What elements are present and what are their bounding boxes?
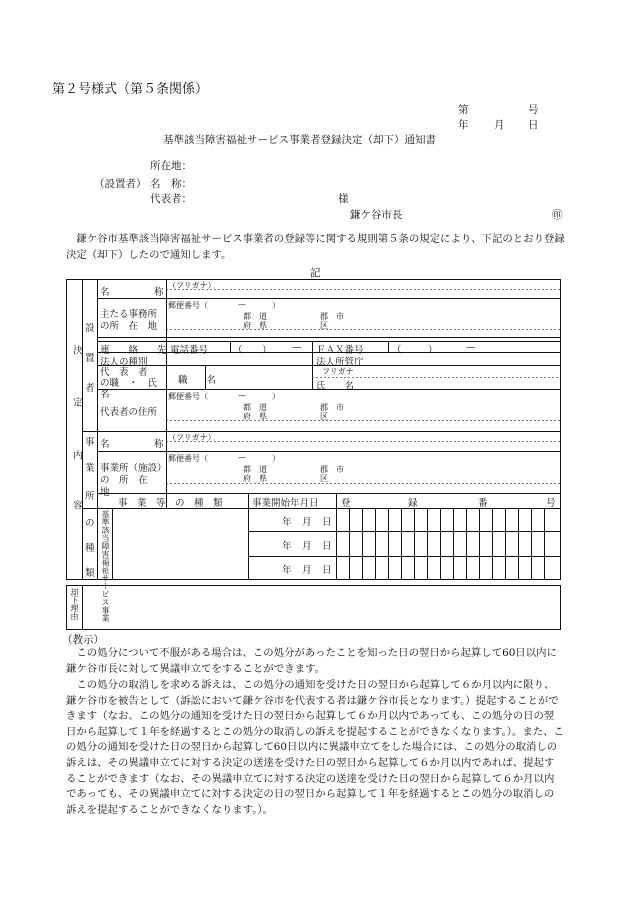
office-city-1: 郡 市: [320, 465, 344, 474]
office-furigana-label: （フリガナ）: [168, 433, 216, 442]
side-kind-3: 類: [85, 568, 95, 579]
pref-2: 府 県: [243, 321, 267, 330]
honorific: 様: [338, 193, 349, 205]
corp-kind-label: 法人の種別: [100, 357, 148, 368]
side-kind-1: の: [85, 518, 95, 529]
person-name-label: 氏 名: [316, 381, 355, 392]
office-pref-1: 都 道: [243, 465, 267, 474]
office-postal-dash: —: [238, 453, 246, 462]
fax-paren-close: ）: [428, 345, 438, 356]
furigana-label: （フリガナ）: [168, 281, 216, 290]
office-postal-label: 郵便番号（: [168, 454, 208, 463]
furigana2-label: フリガナ: [322, 367, 354, 376]
issuer-name: 鎌ケ谷市長: [350, 209, 403, 221]
tel-label: 電話番号: [170, 345, 209, 356]
address-label: 所在地：: [150, 160, 192, 172]
reg-header-4: 号: [546, 498, 556, 509]
date-year: 年: [458, 119, 469, 131]
date-month: 月: [494, 119, 505, 131]
rep-pref-1: 都 道: [243, 403, 267, 412]
rep-pref-2: 府 県: [243, 412, 267, 421]
rep-postal-close: ）: [272, 392, 280, 401]
row1-month: 月: [302, 517, 312, 528]
side-decision-1: 決: [71, 345, 82, 356]
rep-address-label: 代表者の住所: [100, 407, 158, 418]
city-1: 郡 市: [320, 312, 344, 321]
reg-header-1: 登: [341, 498, 351, 509]
office-pref-2: 府 県: [243, 474, 267, 483]
seal-icon: ㊞: [552, 209, 563, 221]
tel-paren-open: （: [233, 345, 243, 356]
document-title: 基準該当障害福祉サービス事業者登録決定（却下）通知書: [163, 134, 436, 146]
row2-month: 月: [302, 541, 312, 552]
office-postal-close: ）: [272, 454, 280, 463]
rejection-label: 却下理由: [70, 588, 79, 620]
number-prefix: 第: [458, 104, 469, 116]
fax-dash: —: [466, 342, 476, 353]
office-address-label: 事業所（施設）の 所 在 地: [100, 463, 162, 498]
row2-year: 年: [282, 541, 292, 552]
side-office-3: 所: [85, 491, 95, 502]
office-city-2: 区: [320, 474, 328, 483]
postal-close: ）: [272, 301, 280, 310]
pref-1: 都 道: [243, 312, 267, 321]
representative-label: 代表者：: [150, 193, 192, 205]
setter-label: （設置者）: [94, 178, 147, 190]
notice-paragraph-1: この処分について不服がある場合は、この処分があったことを知った日の翌日から起算して60日以内に鎌ケ谷市長に対して異議申立てをすることができます。: [66, 647, 557, 675]
row3-day: 日: [322, 565, 332, 576]
notice-paragraph-2: この処分の取消しを求める訴えは、この処分の通知を受けた日の翌日から起算して６か月以内に限り、鎌ケ谷市を被告として（訴訟において鎌ケ谷市を代表する者は鎌ケ谷市長となります。）提起することができます（なお、この処分の通知を受けた日の翌日から起算して６か月以内であっても、この処分の日の翌日から起算して１年を経過するとこの処分の取消しの訴えを提起することができなくなります。）。また、この処分の通知を受けた日の翌日から起算して60日以内に異議申立てをした場合には、この処分の取消しの訴えは、その異議申立てに対する決定の送達を受けた日の翌日から起算して６か月以内であれば、提起することができます（なお、その異議申立てに対する決定の送達を受けた日の翌日から起算して６か月以内であっても、その異議申立てに対する決定の日の翌日から起算して１年を経過するとこの処分の取消しの訴えを提起することができなくなります。）。: [66, 679, 564, 816]
kind-header: 事 業 等 の 種 類: [118, 498, 223, 509]
postal-dash: —: [238, 300, 246, 309]
row1-day: 日: [322, 517, 332, 528]
rep-postal-label: 郵便番号（: [168, 392, 208, 401]
contact-label: 連 絡 先: [100, 345, 167, 356]
name-label-1: 名: [100, 287, 110, 298]
fax-label: ＦＡＸ番号: [316, 345, 364, 356]
row1-year: 年: [282, 517, 292, 528]
city-2: 区: [320, 321, 328, 330]
name-label-2: 称: [154, 287, 164, 298]
intro-paragraph: 鎌ケ谷市基準該当障害福祉サービス事業者の登録等に関する規則第５条の規定により、下記のとおり登録決定（却下）したので通知します。: [66, 233, 565, 261]
fax-paren-open: （: [392, 345, 402, 356]
tel-dash: —: [292, 342, 302, 353]
row3-year: 年: [282, 565, 292, 576]
row3-month: 月: [302, 565, 312, 576]
corp-agency-label: 法人所管庁: [316, 357, 364, 368]
side-office-1: 事: [85, 437, 95, 448]
postal-label: 郵便番号（: [168, 301, 208, 310]
number-suffix: 号: [528, 104, 539, 116]
side-decision-3: 内: [71, 450, 82, 461]
office-name-label-1: 名: [100, 439, 110, 450]
reg-header-2: 録: [408, 498, 418, 509]
rep-city-2: 区: [320, 412, 328, 421]
name-label: 名 称：: [150, 178, 192, 190]
main-office-label: 主たる事務所の所 在 地: [100, 309, 158, 332]
side-setter-2: 置: [85, 353, 95, 364]
rep-title-label: 代 表 者 の職 ・ 氏 名: [100, 367, 167, 400]
side-decision-2: 定: [71, 397, 82, 408]
side-setter-3: 者: [85, 383, 95, 394]
side-decision-4: 容: [71, 500, 82, 511]
post-label: 職 名: [178, 375, 217, 386]
form-label: 第２号様式（第５条関係）: [52, 82, 209, 97]
row2-day: 日: [322, 541, 332, 552]
date-day: 日: [528, 119, 539, 131]
notice-heading: （教示）: [62, 634, 104, 646]
tel-paren-close: ）: [262, 345, 272, 356]
ki-label: 記: [310, 267, 321, 279]
rep-city-1: 郡 市: [320, 403, 344, 412]
side-setter-1: 設: [85, 323, 95, 334]
start-date-header: 事業開始年月日: [252, 498, 319, 509]
kind-service-label: 基準該当障害福祉サービス事業: [101, 510, 110, 622]
rep-postal-dash: —: [238, 391, 246, 400]
reg-header-3: 番: [478, 498, 488, 509]
office-name-label-2: 称: [154, 439, 164, 450]
side-kind-2: 種: [85, 543, 95, 554]
side-office-2: 業: [85, 463, 95, 474]
